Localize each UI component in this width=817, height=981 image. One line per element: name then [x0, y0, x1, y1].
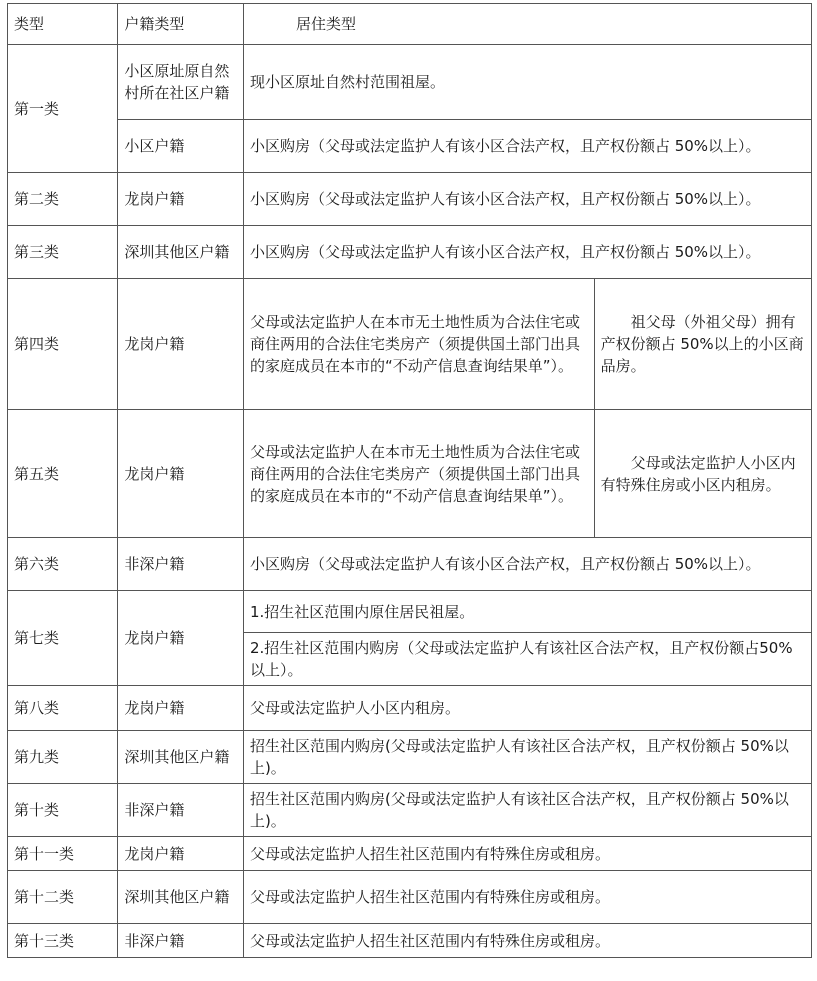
category-cell: 第十三类 — [8, 924, 118, 958]
residence-cell-left: 父母或法定监护人在本市无土地性质为合法住宅或商住两用的合法住宅类房产（须提供国土部门出具的家庭成员在本市的“不动产信息查询结果单”）。 — [243, 279, 594, 410]
category-cell: 第九类 — [8, 731, 118, 784]
category-cell: 第一类 — [8, 45, 118, 173]
residence-cell: 小区购房（父母或法定监护人有该小区合法产权，且产权份额占 50%以上）。 — [243, 538, 811, 591]
table-row — [8, 784, 812, 837]
table-header-row — [8, 4, 812, 45]
hukou-cell: 小区户籍 — [118, 120, 244, 173]
table-row — [8, 837, 812, 871]
table-row — [8, 538, 812, 591]
table-row — [8, 924, 812, 958]
hukou-cell: 深圳其他区户籍 — [118, 731, 244, 784]
hukou-cell: 非深户籍 — [118, 538, 244, 591]
table-row — [8, 410, 812, 538]
hukou-cell: 深圳其他区户籍 — [118, 226, 244, 279]
header-residence-type: 居住类型 — [243, 4, 811, 45]
hukou-cell: 深圳其他区户籍 — [118, 871, 244, 924]
table-row — [8, 226, 812, 279]
residence-cell: 小区购房（父母或法定监护人有该小区合法产权，且产权份额占 50%以上）。 — [243, 173, 811, 226]
category-cell: 第五类 — [8, 410, 118, 538]
table-row — [8, 173, 812, 226]
residence-cell: 父母或法定监护人招生社区范围内有特殊住房或租房。 — [243, 924, 811, 958]
header-hukou-type: 户籍类型 — [118, 4, 244, 45]
residence-cell: 2.招生社区范围内购房（父母或法定监护人有该社区合法产权，且产权份额占50%以上）。 — [243, 633, 811, 686]
category-cell: 第十一类 — [8, 837, 118, 871]
table-row — [8, 731, 812, 784]
hukou-cell: 龙岗户籍 — [118, 410, 244, 538]
table-row — [8, 45, 812, 120]
residence-cell: 小区购房（父母或法定监护人有该小区合法产权，且产权份额占 50%以上）。 — [243, 120, 811, 173]
residence-cell: 招生社区范围内购房(父母或法定监护人有该社区合法产权，且产权份额占 50%以上)。 — [243, 731, 811, 784]
category-cell: 第四类 — [8, 279, 118, 410]
category-cell: 第二类 — [8, 173, 118, 226]
table-row — [8, 591, 812, 633]
hukou-cell: 非深户籍 — [118, 784, 244, 837]
table-row — [8, 871, 812, 924]
hukou-cell: 龙岗户籍 — [118, 837, 244, 871]
table-row — [8, 279, 812, 410]
category-cell: 第七类 — [8, 591, 118, 686]
hukou-cell: 龙岗户籍 — [118, 686, 244, 731]
category-cell: 第六类 — [8, 538, 118, 591]
residence-cell: 父母或法定监护人招生社区范围内有特殊住房或租房。 — [243, 871, 811, 924]
hukou-cell: 龙岗户籍 — [118, 279, 244, 410]
residence-cell: 招生社区范围内购房(父母或法定监护人有该社区合法产权，且产权份额占 50%以上)。 — [243, 784, 811, 837]
residence-cell-left: 父母或法定监护人在本市无土地性质为合法住宅或商住两用的合法住宅类房产（须提供国土部门出具的家庭成员在本市的“不动产信息查询结果单”）。 — [243, 410, 594, 538]
residence-cell: 1.招生社区范围内原住居民祖屋。 — [243, 591, 811, 633]
category-cell: 第三类 — [8, 226, 118, 279]
hukou-cell: 非深户籍 — [118, 924, 244, 958]
header-type: 类型 — [8, 4, 118, 45]
residence-cell: 父母或法定监护人招生社区范围内有特殊住房或租房。 — [243, 837, 811, 871]
residence-cell-right: 父母或法定监护人小区内有特殊住房或小区内租房。 — [594, 410, 811, 538]
table-row — [8, 120, 812, 173]
hukou-cell: 龙岗户籍 — [118, 173, 244, 226]
category-cell: 第八类 — [8, 686, 118, 731]
enrollment-category-table — [7, 3, 812, 958]
category-cell: 第十二类 — [8, 871, 118, 924]
residence-cell: 小区购房（父母或法定监护人有该小区合法产权，且产权份额占 50%以上）。 — [243, 226, 811, 279]
residence-cell-right: 祖父母（外祖父母）拥有产权份额占 50%以上的小区商品房。 — [594, 279, 811, 410]
hukou-cell: 龙岗户籍 — [118, 591, 244, 686]
residence-cell: 现小区原址自然村范围祖屋。 — [243, 45, 811, 120]
hukou-cell: 小区原址原自然村所在社区户籍 — [118, 45, 244, 120]
residence-cell: 父母或法定监护人小区内租房。 — [243, 686, 811, 731]
category-cell: 第十类 — [8, 784, 118, 837]
table-row — [8, 686, 812, 731]
